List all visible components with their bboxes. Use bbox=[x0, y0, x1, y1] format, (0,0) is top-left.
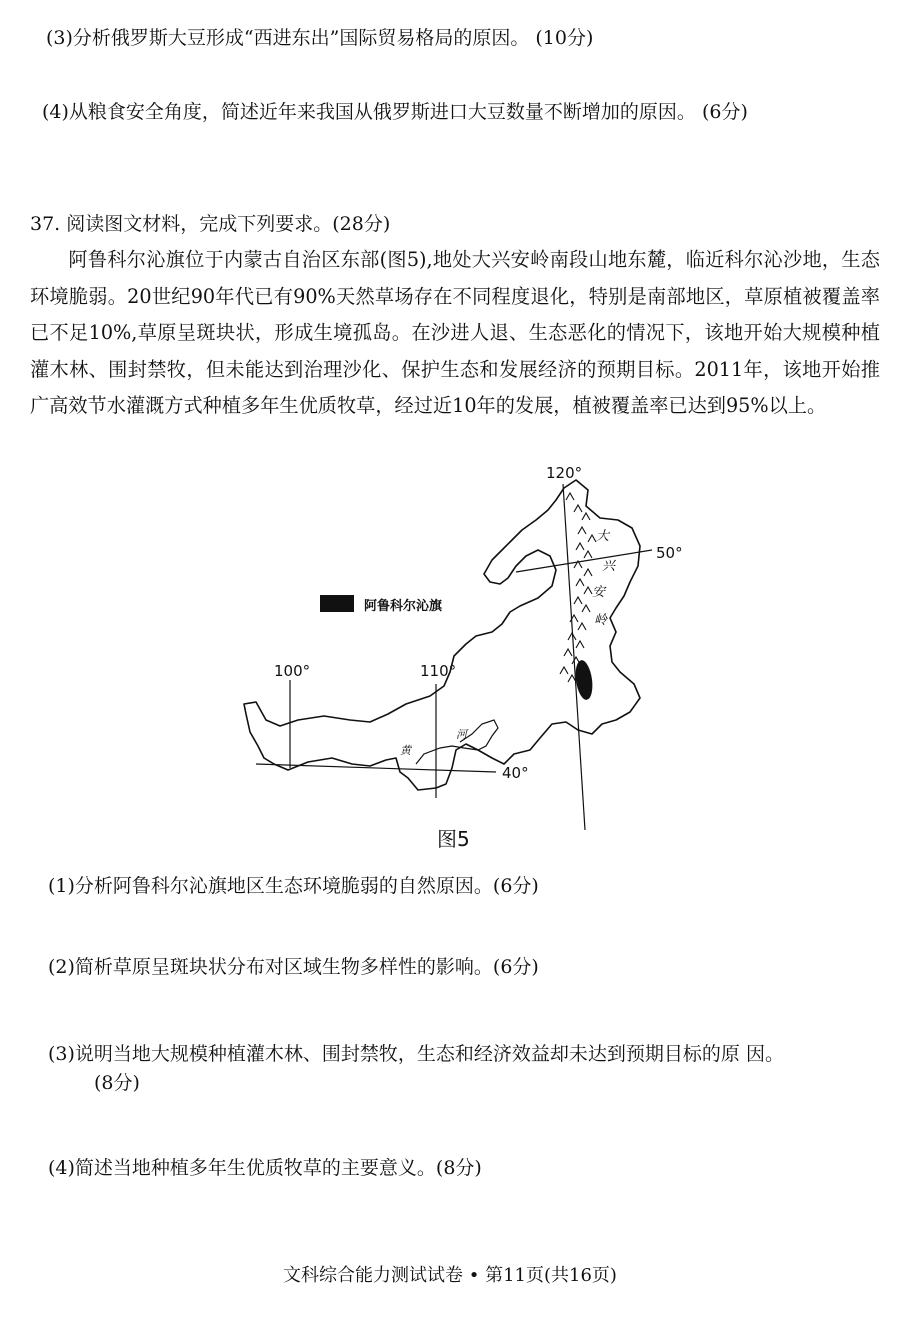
inner-mongolia-outline bbox=[244, 480, 640, 790]
prev-question-4: (4)从粮食安全角度，简述近年来我国从俄罗斯进口大豆数量不断增加的原因。 (6分) bbox=[42, 101, 748, 123]
range-char-2: 兴 bbox=[602, 559, 616, 574]
figure-caption: 图5 bbox=[437, 827, 470, 851]
meridian-120 bbox=[563, 484, 585, 830]
river-char-2: 河 bbox=[456, 728, 467, 741]
label-50: 50° bbox=[656, 544, 683, 562]
range-char-1: 大 bbox=[596, 529, 610, 544]
label-100: 100° bbox=[274, 662, 311, 680]
river-char-1: 黄 bbox=[400, 744, 411, 757]
sub-question-1: (1)分析阿鲁科尔沁旗地区生态环境脆弱的自然原因。(6分) bbox=[48, 875, 539, 897]
range-char-3: 安 bbox=[592, 585, 606, 600]
yellow-river bbox=[416, 720, 498, 764]
label-110: 110° bbox=[420, 662, 457, 680]
sub-question-3-line-2: (8分) bbox=[94, 1072, 140, 1094]
sub-question-2: (2)简析草原呈斑块状分布对区域生物多样性的影响。(6分) bbox=[48, 956, 539, 978]
sub-question-4: (4)简述当地种植多年生优质牧草的主要意义。(8分) bbox=[48, 1157, 482, 1179]
map-svg bbox=[240, 458, 700, 830]
material-paragraph bbox=[30, 242, 880, 425]
parallel-50 bbox=[516, 550, 652, 572]
legend-label: 阿鲁科尔沁旗 bbox=[364, 599, 443, 614]
legend-swatch bbox=[320, 595, 354, 612]
sub-question-3-line-1: (3)说明当地大规模种植灌木林、围封禁牧，生态和经济效益却未达到预期目标的原 因。 bbox=[48, 1043, 784, 1065]
prev-question-3: (3)分析俄罗斯大豆形成“西进东出”国际贸易格局的原因。 (10分) bbox=[46, 27, 594, 49]
range-char-4: 岭 bbox=[594, 613, 608, 628]
material-text: 阿鲁科尔沁旗位于内蒙古自治区东部(图5),地处大兴安岭南段山地东麓，临近科尔沁沙地，生态环境脆弱。20世纪90年代已有90%天然草场存在不同程度退化，特别是南部地区，草原植被覆盖率已不足10%,草原呈斑块状，形成生境孤岛。在沙进人退、生态恶化的情况下，该地开始大规模种植灌木林、围封禁牧，但未能达到治理沙化、保护生态和发展经济的预期目标。2011年，该地开始推广高效节水灌溉方式种植多年生优质牧草，经过近10年的发展，植被覆盖率已达到95%以上。 bbox=[30, 248, 880, 417]
question-37-heading: 37. 阅读图文材料，完成下列要求。(28分) bbox=[30, 213, 391, 235]
page-footer: 文科综合能力测试试卷 • 第11页(共16页) bbox=[283, 1265, 617, 1286]
figure-5-map bbox=[240, 458, 700, 830]
label-120: 120° bbox=[546, 464, 583, 482]
label-40: 40° bbox=[502, 764, 529, 782]
